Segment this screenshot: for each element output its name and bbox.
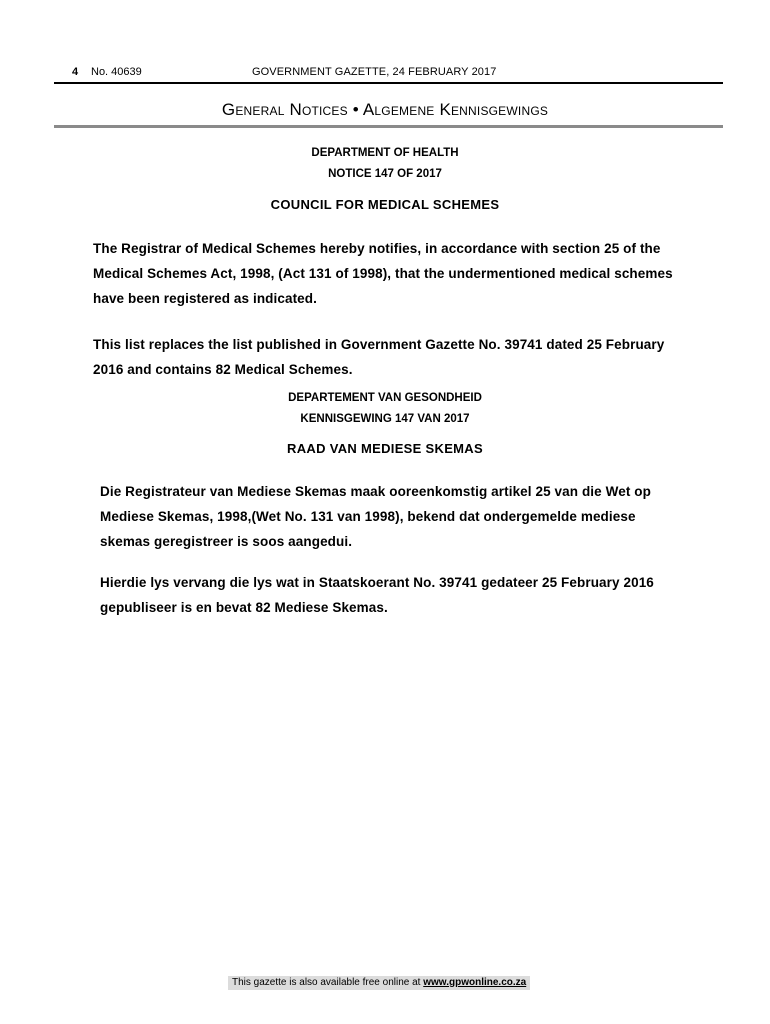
page-number: 4 bbox=[72, 66, 79, 78]
department-heading: DEPARTMENT OF HEALTH bbox=[311, 147, 459, 159]
section-rule bbox=[54, 125, 723, 128]
afrikaans-council-heading: RAAD VAN MEDIESE SKEMAS bbox=[287, 441, 483, 456]
section-title: General Notices • Algemene Kennisgewings bbox=[221, 100, 549, 119]
gazette-title: GOVERNMENT GAZETTE, 24 FEBRUARY 2017 bbox=[252, 66, 497, 78]
footer-notice bbox=[228, 976, 530, 990]
notice-number: NOTICE 147 OF 2017 bbox=[328, 168, 442, 180]
header-rule bbox=[54, 82, 723, 84]
english-paragraph-2: This list replaces the list published in Government Gazette No. 39741 dated 25 February 2016 and contains 82 Medical Schemes. bbox=[93, 337, 665, 377]
issue-number: No. 40639 bbox=[91, 66, 142, 78]
afrikaans-notice-number: KENNISGEWING 147 VAN 2017 bbox=[300, 413, 470, 425]
afrikaans-paragraph-1: Die Registrateur van Mediese Skemas maak ooreenkomstig artikel 25 van die Wet op Mediese Skemas, 1998,(Wet No. 131 van 1998), bekend dat ondergemelde mediese skemas geregistreer is soos aangedui. bbox=[100, 484, 651, 549]
afrikaans-paragraph-2: Hierdie lys vervang die lys wat in Staatskoerant No. 39741 gedateer 25 February 2016 gepubliseer is en bevat 82 Mediese Skemas. bbox=[100, 575, 654, 615]
english-paragraph-1: The Registrar of Medical Schemes hereby notifies, in accordance with section 25 of the Medical Schemes Act, 1998, (Act 131 of 1998), that the undermentioned medical schemes have been registered as indicated. bbox=[93, 241, 673, 306]
footer-link[interactable]: www.gpwonline.co.za bbox=[423, 977, 527, 988]
footer-text: This gazette is also available free online at bbox=[232, 977, 424, 988]
afrikaans-department-heading: DEPARTEMENT VAN GESONDHEID bbox=[288, 392, 482, 404]
council-heading: COUNCIL FOR MEDICAL SCHEMES bbox=[270, 197, 500, 212]
